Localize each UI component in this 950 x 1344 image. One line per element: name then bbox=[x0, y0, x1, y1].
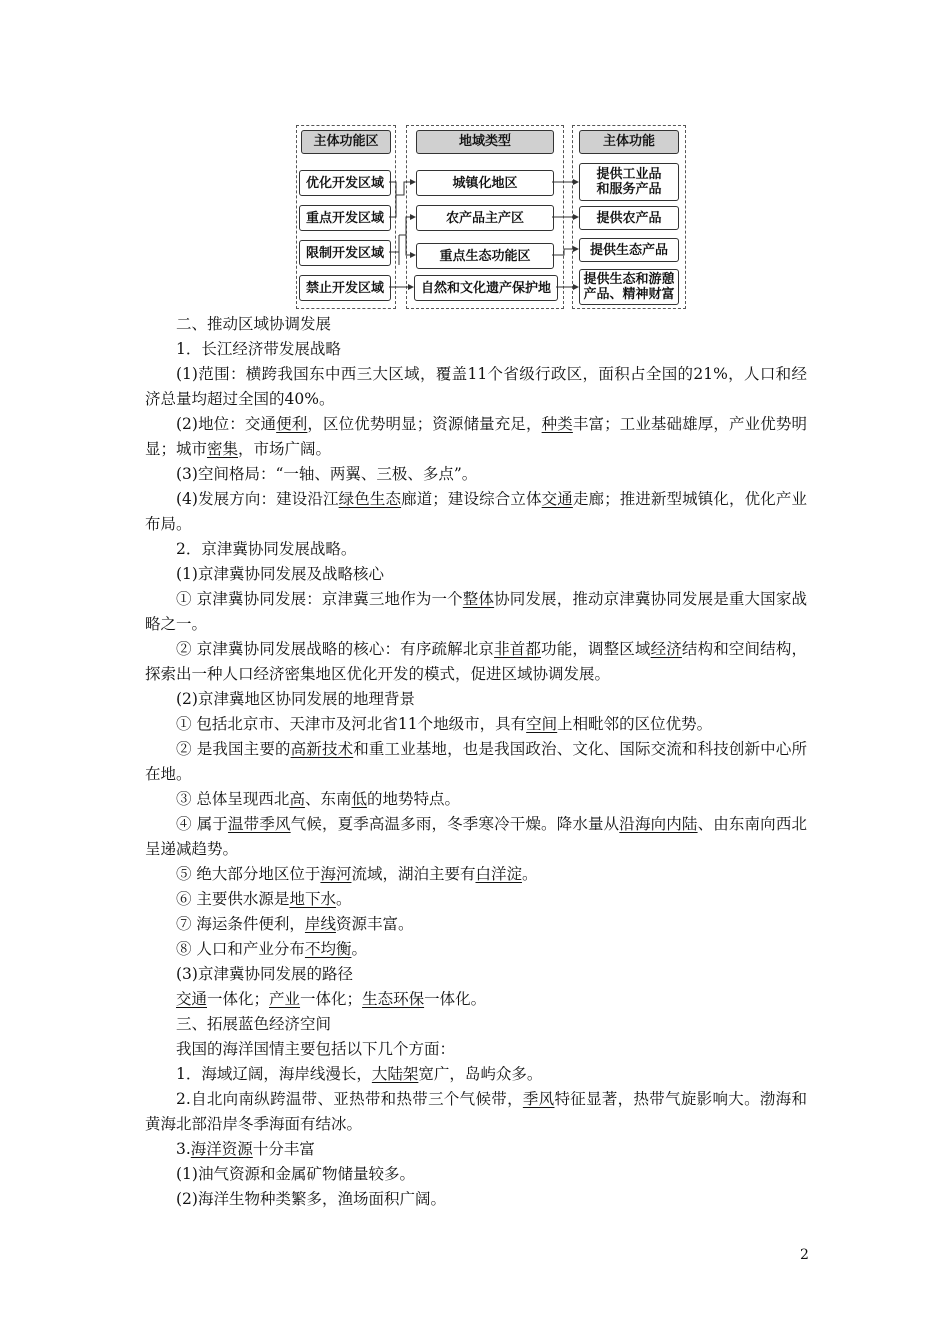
paragraph bbox=[145, 637, 807, 687]
text-segment: (2)海洋生物种类繁多，渔场面积广阔。 bbox=[176, 1190, 446, 1208]
paragraph bbox=[145, 937, 807, 962]
types-header: 地域类型 bbox=[416, 130, 554, 154]
text-segment: 2．京津冀协同发展战略。 bbox=[176, 540, 357, 558]
text-segment: 三、拓展蓝色经济空间 bbox=[176, 1015, 332, 1033]
text-segment: ⑧ 人口和产业分布 bbox=[176, 940, 305, 958]
text-segment: 流域，湖泊主要有 bbox=[351, 865, 476, 883]
text-segment: (3)京津冀协同发展的路径 bbox=[176, 965, 353, 983]
paragraph bbox=[145, 1187, 807, 1212]
text-segment: 协同发展，推动京津冀协同发展是重大国家战略之一。 bbox=[145, 590, 807, 633]
text-segment: 的地势特点。 bbox=[366, 790, 460, 808]
text-segment: (2)京津冀地区协同发展的地理背景 bbox=[176, 690, 415, 708]
paragraph bbox=[145, 1037, 807, 1062]
text-segment: ⑥ 主要供水源是 bbox=[176, 890, 290, 908]
paragraph bbox=[145, 787, 807, 812]
underlined-term: 高 bbox=[289, 790, 305, 808]
underlined-term: 不均衡 bbox=[304, 940, 352, 958]
paragraph bbox=[145, 312, 807, 337]
text-segment: 我国的海洋国情主要包括以下几个方面： bbox=[176, 1040, 456, 1058]
underlined-term: 温带季风 bbox=[228, 815, 291, 833]
paragraph bbox=[145, 1087, 807, 1137]
text-segment: 结构和空间结构，探索出一种人口经济密集地区优化开发的模式，促进区域协调发展。 bbox=[145, 640, 807, 683]
diagram-connectors bbox=[296, 125, 686, 309]
text-segment: 丰富；工业基础雄厚，产业优势明显；城市 bbox=[145, 415, 807, 458]
text-segment: ⑤ 绝大部分地区位于 bbox=[176, 865, 321, 883]
paragraph bbox=[145, 487, 807, 537]
text-segment: 一体化； bbox=[300, 990, 363, 1008]
underlined-term: 空间 bbox=[526, 715, 558, 733]
zone-prohibited: 禁止开发区域 bbox=[299, 275, 391, 301]
underlined-term: 产业 bbox=[269, 990, 301, 1008]
zone-key: 重点开发区域 bbox=[299, 205, 391, 231]
text-segment: 3. bbox=[176, 1140, 191, 1158]
paragraph bbox=[145, 587, 807, 637]
zone-optimized: 优化开发区域 bbox=[299, 170, 391, 196]
underlined-term: 便利 bbox=[276, 415, 308, 433]
underlined-term: 密集 bbox=[207, 440, 239, 458]
text-segment: ① 包括北京市、天津市及河北省11个地级市，具有 bbox=[176, 715, 527, 733]
underlined-term: 低 bbox=[351, 790, 367, 808]
paragraph bbox=[145, 862, 807, 887]
paragraph bbox=[145, 337, 807, 362]
text-segment: ④ 属于 bbox=[176, 815, 229, 833]
paragraph bbox=[145, 712, 807, 737]
text-segment: 十分丰富 bbox=[252, 1140, 315, 1158]
text-segment: 1．海域辽阔，海岸线漫长， bbox=[176, 1065, 372, 1083]
functions-header: 主体功能 bbox=[579, 130, 679, 154]
paragraph bbox=[145, 1012, 807, 1037]
text-segment: ② 京津冀协同发展战略的核心：有序疏解北京 bbox=[176, 640, 495, 658]
type-agricultural: 农产品主产区 bbox=[416, 205, 554, 231]
text-segment: (2)地位：交通 bbox=[176, 415, 277, 433]
zone-restricted: 限制开发区域 bbox=[299, 240, 391, 266]
text-segment: 廊道；建设综合立体 bbox=[401, 490, 542, 508]
text-segment: ，区位优势明显；资源储量充足， bbox=[307, 415, 542, 433]
paragraph bbox=[145, 987, 807, 1012]
paragraph bbox=[145, 962, 807, 987]
underlined-term: 经济 bbox=[650, 640, 682, 658]
text-segment: (1)油气资源和金属矿物储量较多。 bbox=[176, 1165, 415, 1183]
function-zone-diagram bbox=[296, 125, 686, 309]
paragraph bbox=[145, 1137, 807, 1162]
underlined-term: 种类 bbox=[541, 415, 573, 433]
page-number: 2 bbox=[800, 1247, 809, 1263]
text-segment: 。 bbox=[521, 865, 538, 883]
text-segment: 一体化。 bbox=[424, 990, 487, 1008]
text-segment: 功能，调整区域 bbox=[541, 640, 651, 658]
underlined-term: 交通 bbox=[541, 490, 573, 508]
text-segment: 二、推动区域协调发展 bbox=[176, 315, 332, 333]
text-segment: 、由东南向西北呈递减趋势。 bbox=[145, 815, 807, 858]
underlined-term: 整体 bbox=[462, 590, 495, 608]
text-segment: 气候，夏季高温多雨，冬季寒冷干燥。降水量从 bbox=[290, 815, 620, 833]
text-segment: (4)发展方向：建设沿江 bbox=[176, 490, 339, 508]
type-heritage: 自然和文化遗产保护地 bbox=[414, 275, 558, 301]
paragraph bbox=[145, 887, 807, 912]
type-urban: 城镇化地区 bbox=[416, 170, 554, 196]
body-text bbox=[145, 312, 807, 1212]
text-segment: 1．长江经济带发展战略 bbox=[176, 340, 341, 358]
function-recreation: 提供生态和游憩 产品、精神财富 bbox=[579, 269, 679, 305]
paragraph bbox=[145, 362, 807, 412]
paragraph bbox=[145, 462, 807, 487]
paragraph bbox=[145, 537, 807, 562]
underlined-term: 绿色生态 bbox=[338, 490, 402, 508]
paragraph bbox=[145, 912, 807, 937]
text-segment: 一体化； bbox=[207, 990, 270, 1008]
underlined-term: 高新技术 bbox=[290, 740, 354, 758]
text-segment: (1)范围：横跨我国东中西三大区域，覆盖11个省级行政区，面积占全国的21%，人口和经济总量均超过全国的40%。 bbox=[145, 365, 807, 408]
underlined-term: 海洋资源 bbox=[190, 1140, 253, 1158]
text-segment: ① 京津冀协同发展：京津冀三地作为一个 bbox=[176, 590, 463, 608]
text-segment: 走廊；推进新型城镇化，优化产业布局。 bbox=[145, 490, 807, 533]
underlined-term: 沿海向内陆 bbox=[619, 815, 698, 833]
text-segment: 。 bbox=[335, 890, 352, 908]
text-segment: ② 是我国主要的 bbox=[176, 740, 291, 758]
paragraph bbox=[145, 687, 807, 712]
underlined-term: 交通 bbox=[176, 990, 208, 1008]
underlined-term: 地下水 bbox=[289, 890, 336, 908]
text-segment: ⑦ 海运条件便利， bbox=[176, 915, 305, 933]
paragraph bbox=[145, 812, 807, 862]
underlined-term: 岸线 bbox=[304, 915, 336, 933]
text-segment: 2.自北向南纵跨温带、亚热带和热带三个气候带， bbox=[176, 1090, 523, 1108]
function-agricultural: 提供农产品 bbox=[579, 206, 679, 230]
text-segment: (3)空间格局：“一轴、两翼、三极、多点”。 bbox=[176, 465, 478, 483]
zones-header: 主体功能区 bbox=[301, 130, 391, 154]
paragraph bbox=[145, 1062, 807, 1087]
text-segment: 特征显著，热带气旋影响大。渤海和黄海北部沿岸冬季海面有结冰。 bbox=[145, 1090, 807, 1133]
text-segment: (1)京津冀协同发展及战略核心 bbox=[176, 565, 384, 583]
text-segment: 资源丰富。 bbox=[335, 915, 414, 933]
text-segment: ，市场广阔。 bbox=[238, 440, 332, 458]
underlined-term: 生态环保 bbox=[362, 990, 425, 1008]
function-ecological: 提供生态产品 bbox=[579, 238, 679, 262]
text-segment: ③ 总体呈现西北 bbox=[176, 790, 290, 808]
underlined-term: 海河 bbox=[320, 865, 352, 883]
text-segment: 、东南 bbox=[304, 790, 352, 808]
underlined-term: 大陆架 bbox=[371, 1065, 419, 1083]
underlined-term: 非首都 bbox=[494, 640, 542, 658]
underlined-term: 白洋淀 bbox=[475, 865, 522, 883]
underlined-term: 季风 bbox=[522, 1090, 555, 1108]
type-ecological: 重点生态功能区 bbox=[416, 243, 554, 269]
function-industrial: 提供工业品 和服务产品 bbox=[579, 163, 679, 201]
paragraph bbox=[145, 412, 807, 462]
paragraph bbox=[145, 1162, 807, 1187]
text-segment: 宽广，岛屿众多。 bbox=[418, 1065, 543, 1083]
paragraph bbox=[145, 562, 807, 587]
text-segment: 和重工业基地，也是我国政治、文化、国际交流和科技创新中心所在地。 bbox=[145, 740, 807, 783]
text-segment: 上相毗邻的区位优势。 bbox=[557, 715, 713, 733]
text-segment: 。 bbox=[351, 940, 367, 958]
paragraph bbox=[145, 737, 807, 787]
